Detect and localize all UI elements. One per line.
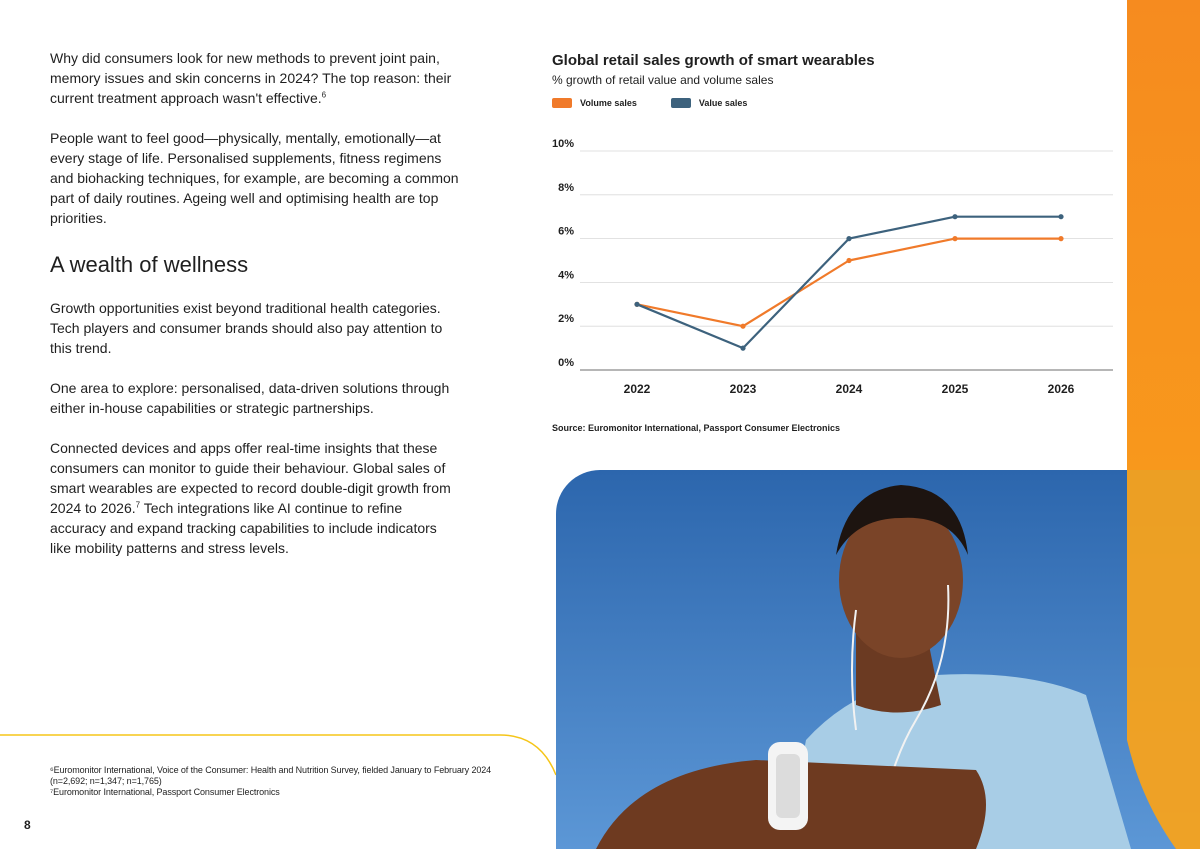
legend-swatch-volume bbox=[552, 98, 572, 108]
y-tick-label: 2% bbox=[558, 313, 574, 326]
x-tick-label: 2022 bbox=[623, 382, 651, 396]
chart-title: Global retail sales growth of smart wearables bbox=[552, 52, 875, 69]
data-point-volume bbox=[740, 324, 745, 329]
legend-label-volume: Volume sales bbox=[580, 98, 637, 108]
x-tick-label: 2026 bbox=[1047, 382, 1075, 396]
legend-label-value: Value sales bbox=[698, 98, 748, 108]
x-tick-label: 2024 bbox=[835, 382, 863, 396]
woman-checking-smartwatch-photo bbox=[556, 470, 1200, 849]
section-heading: A wealth of wellness bbox=[50, 252, 249, 277]
paragraph-5: Connected devices and apps offer real-time insights that these consumers can monitor to guide their behaviour. Global sales of smart wearables are expected to record double-digit growth from 2024 to 2026.$^7$ Tech integrations like AI continue to refine accuracy and expand tracking capabilities to include indicators like mobility patterns and stress levels. bbox=[50, 440, 451, 556]
footnote-6: ⁶Euromonitor International, Voice of the Consumer: Health and Nutrition Survey, fielded January to February 2024 (n=2,692; n=1,347; n=1,765) bbox=[50, 765, 492, 786]
paragraph-1: Why did consumers look for new methods to prevent joint pain, memory issues and skin concerns in 2024? The top reason: their current treatment approach wasn't effective.$^6$ bbox=[50, 50, 452, 106]
footnote-7: ⁷Euromonitor International, Passport Consumer Electronics bbox=[50, 787, 280, 797]
photo-illustration bbox=[556, 470, 1200, 849]
body-text-column bbox=[50, 48, 460, 578]
legend-swatch-value bbox=[671, 98, 691, 108]
data-point-volume bbox=[1058, 236, 1063, 241]
x-tick-label: 2025 bbox=[941, 382, 969, 396]
y-tick-label: 0% bbox=[558, 357, 574, 369]
page-number: 8 bbox=[24, 818, 31, 832]
data-point-value bbox=[740, 346, 745, 351]
paragraph-4: One area to explore: personalised, data-driven solutions through either in-house capabilities or strategic partnerships. bbox=[50, 380, 450, 416]
footnote-ref-6[interactable]: 6 bbox=[321, 90, 327, 100]
data-point-value bbox=[952, 214, 957, 219]
y-tick-label: 10% bbox=[551, 138, 574, 150]
line-chart bbox=[540, 125, 1130, 410]
legend-item-volume[interactable] bbox=[552, 98, 637, 108]
y-tick-label: 6% bbox=[558, 225, 574, 238]
footnote-ref-7[interactable]: 7 bbox=[135, 500, 141, 510]
chart-subtitle: % growth of retail value and volume sales bbox=[552, 73, 774, 87]
data-point-volume bbox=[952, 236, 957, 241]
x-tick-label: 2023 bbox=[729, 382, 757, 396]
legend-item-value[interactable] bbox=[671, 98, 748, 108]
y-tick-label: 4% bbox=[558, 269, 574, 282]
chart-source: Source: Euromonitor International, Passport Consumer Electronics bbox=[552, 423, 841, 433]
data-point-value bbox=[634, 302, 639, 307]
data-point-value bbox=[1058, 214, 1063, 219]
data-point-volume bbox=[846, 258, 851, 263]
paragraph-3: Growth opportunities exist beyond traditional health categories. Tech players and consumer brands should also pay attention to this trend. bbox=[50, 300, 443, 356]
footnotes bbox=[50, 765, 500, 798]
chart-legend bbox=[552, 98, 747, 108]
y-tick-label: 8% bbox=[558, 181, 574, 194]
paragraph-2: People want to feel good—physically, mentally, emotionally—at every stage of life. Personalised supplements, fitness regimens and biohacking techniques, for example, are becoming a common part of daily routines. Ageing well and optimising health are top priorities. bbox=[50, 130, 459, 226]
data-point-value bbox=[846, 236, 851, 241]
